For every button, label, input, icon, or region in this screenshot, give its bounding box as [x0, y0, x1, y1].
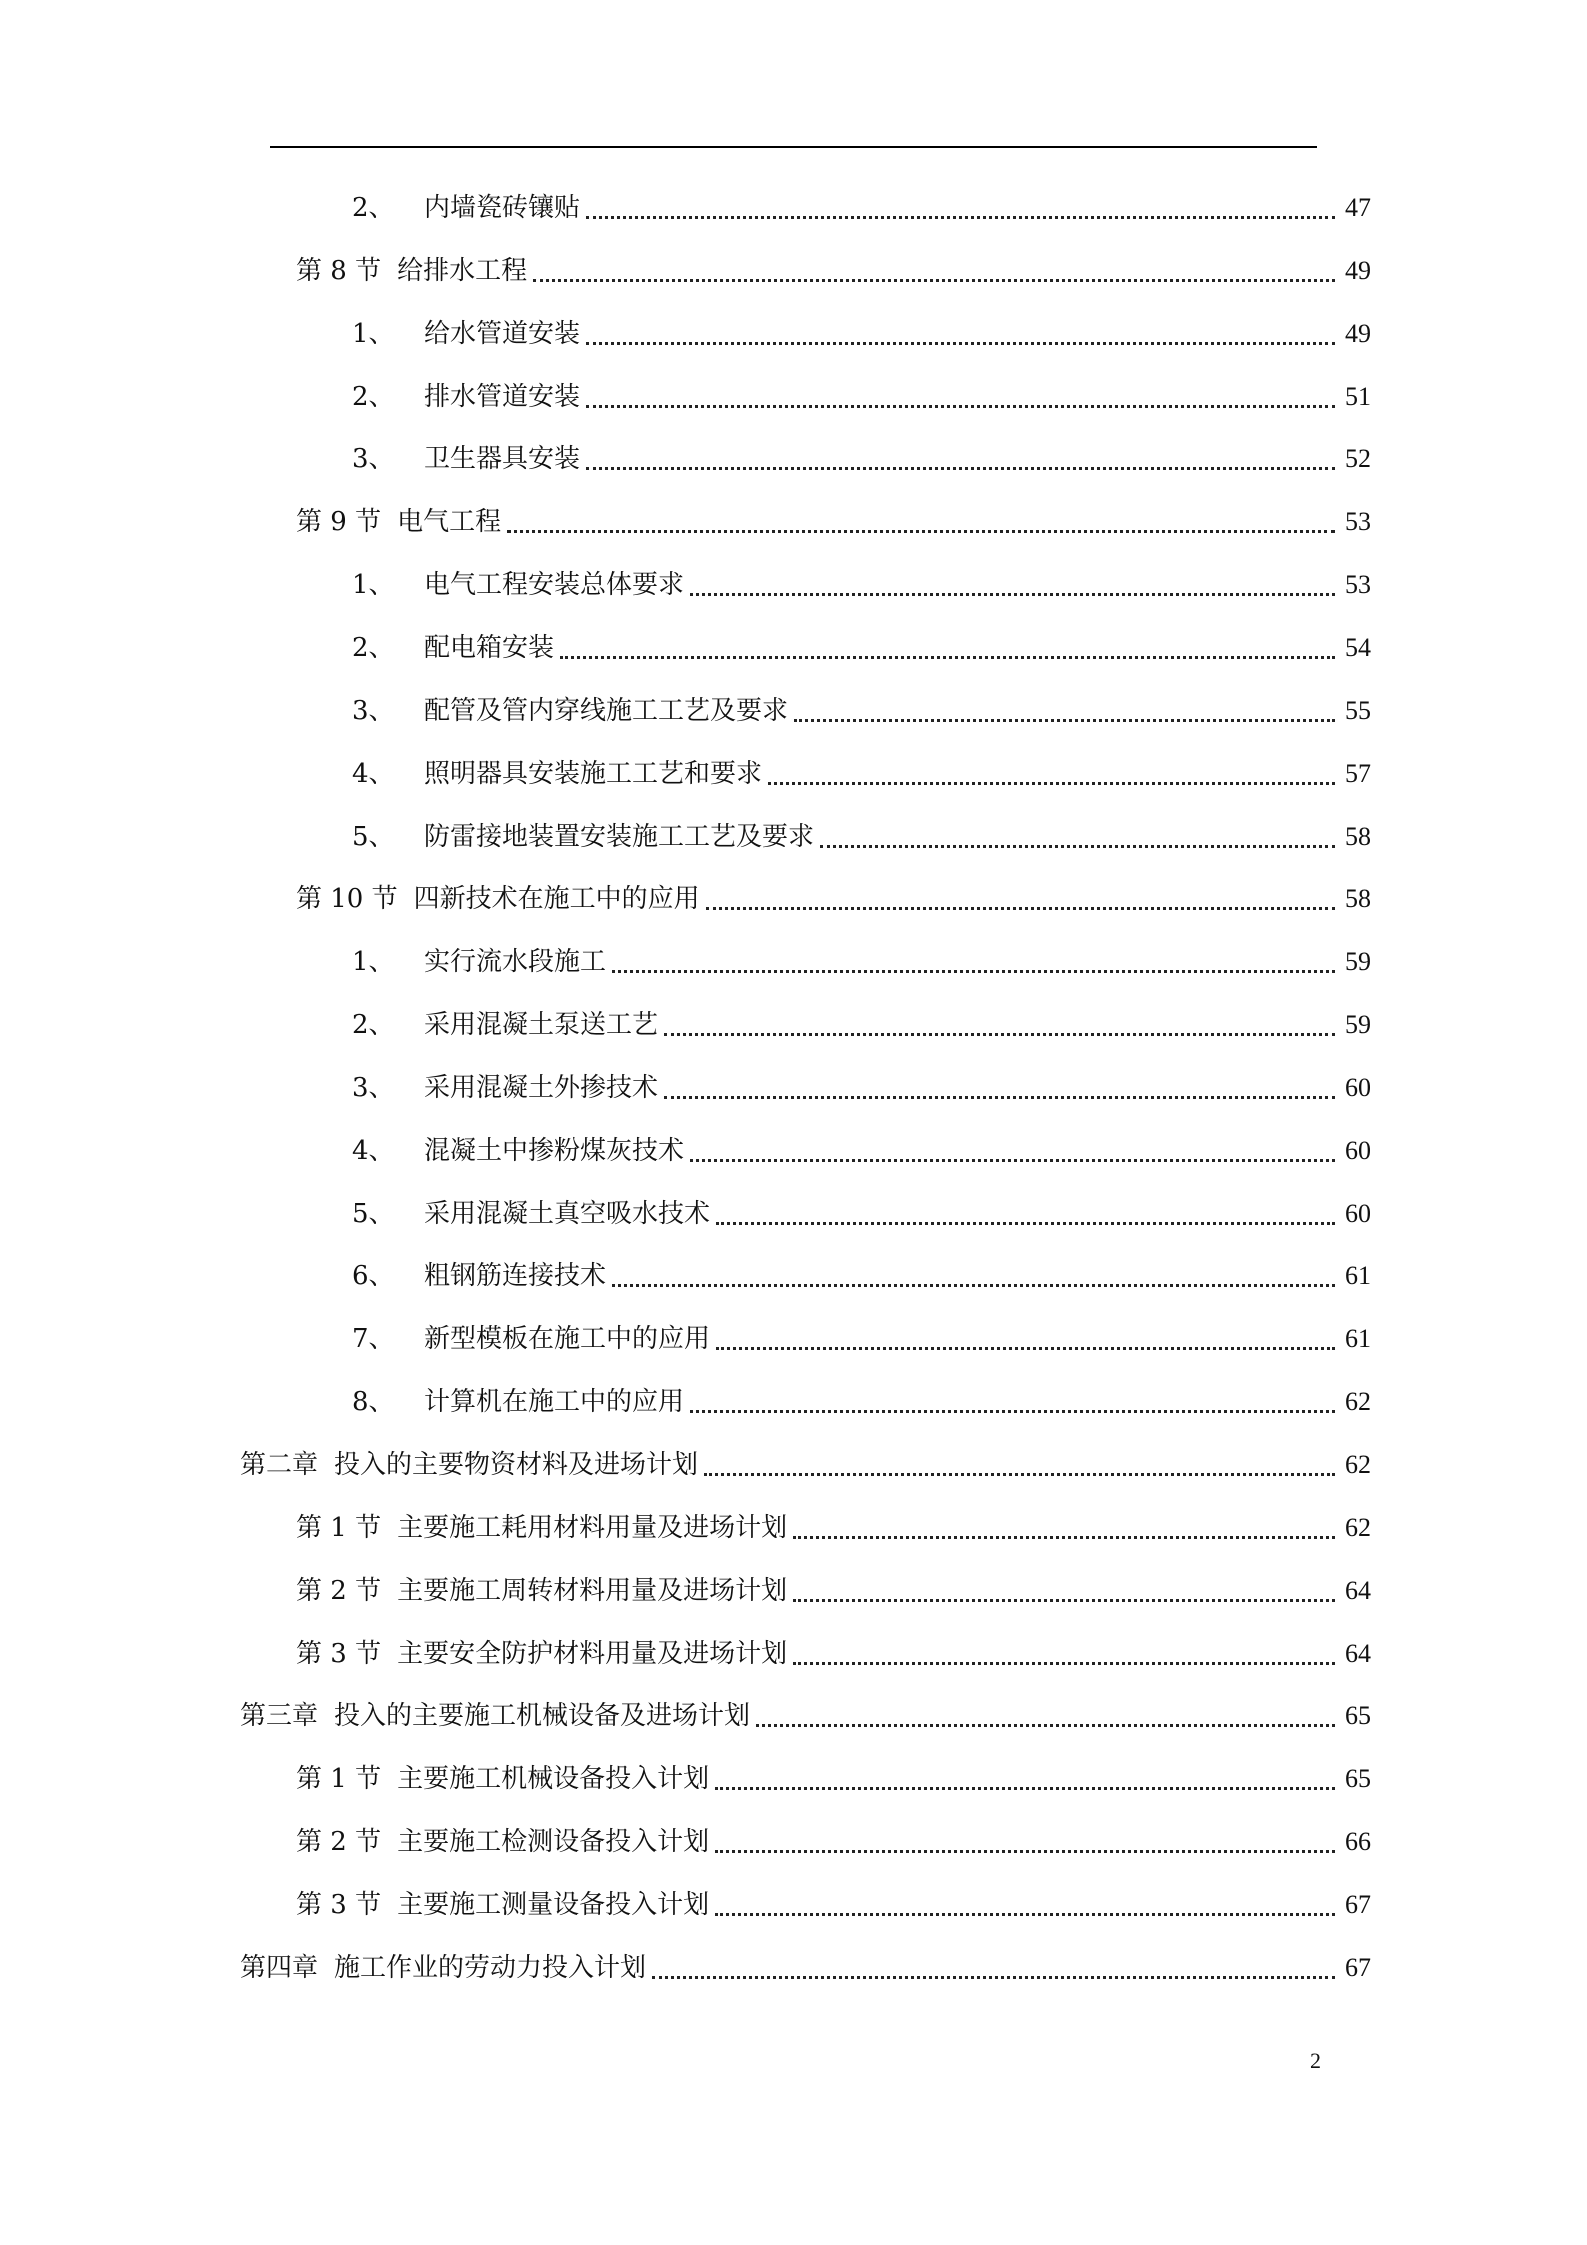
- toc-entry-title: 计算机在施工中的应用: [424, 1387, 685, 1417]
- toc-entry-number: 第四章: [240, 1953, 319, 1983]
- toc-dot-leader: [690, 1159, 1335, 1162]
- toc-entry-number: 3、: [352, 696, 395, 726]
- toc-entry-title: 采用混凝土外掺技术: [424, 1073, 659, 1103]
- toc-entry-title: 四新技术在施工中的应用: [413, 884, 700, 914]
- page-number: 2: [1310, 2048, 1321, 2073]
- toc-entry[interactable]: [296, 1822, 1371, 1862]
- toc-entry[interactable]: [296, 879, 1371, 919]
- toc-entry-number: 第 3 节: [296, 1639, 382, 1669]
- toc-dot-leader: [690, 1410, 1335, 1413]
- toc-entry-title: 主要施工耗用材料用量及进场计划: [397, 1513, 788, 1543]
- toc-entry-page: 65: [1345, 1701, 1371, 1730]
- toc-entry-number: 第 3 节: [296, 1890, 382, 1920]
- toc-entry[interactable]: [352, 1319, 1371, 1359]
- toc-entry-title: 投入的主要施工机械设备及进场计划: [334, 1701, 751, 1731]
- toc-dot-leader: [612, 1284, 1335, 1287]
- toc-entry-title: 配电箱安装: [424, 633, 555, 663]
- toc-entry-title: 粗钢筋连接技术: [424, 1261, 607, 1291]
- toc-entry-title: 实行流水段施工: [424, 947, 607, 977]
- toc-entry[interactable]: [352, 1068, 1371, 1108]
- toc-entry-number: 3、: [352, 444, 395, 474]
- toc-entry-number: 4、: [352, 759, 395, 789]
- toc-entry-title: 内墙瓷砖镶贴: [424, 193, 581, 223]
- toc-entry[interactable]: [352, 1256, 1371, 1296]
- header-rule: [270, 146, 1317, 148]
- toc-dot-leader: [533, 279, 1335, 282]
- toc-entry-page: 61: [1345, 1324, 1371, 1353]
- toc-entry-page: 67: [1345, 1953, 1371, 1982]
- toc-dot-leader: [793, 1599, 1335, 1602]
- toc-entry-title: 采用混凝土泵送工艺: [424, 1010, 659, 1040]
- toc-entry[interactable]: [352, 628, 1371, 668]
- toc-entry[interactable]: [352, 1131, 1371, 1171]
- toc-entry[interactable]: [296, 1508, 1371, 1548]
- toc-entry-number: 第三章: [240, 1701, 319, 1731]
- toc-entry[interactable]: [296, 1634, 1371, 1674]
- toc-entry-title: 主要施工测量设备投入计划: [397, 1890, 710, 1920]
- toc-dot-leader: [612, 970, 1335, 973]
- toc-entry-number: 4、: [352, 1136, 395, 1166]
- toc-entry-number: 8、: [352, 1387, 395, 1417]
- toc-entry-page: 59: [1345, 1010, 1371, 1039]
- toc-entry-page: 60: [1345, 1136, 1371, 1165]
- toc-entry-number: 2、: [352, 633, 395, 663]
- toc-dot-leader: [715, 1913, 1335, 1916]
- toc-entry[interactable]: [296, 1571, 1371, 1611]
- toc-entry-title: 排水管道安装: [424, 382, 581, 412]
- toc-dot-leader: [704, 1473, 1335, 1476]
- toc-dot-leader: [768, 782, 1335, 785]
- toc-entry-page: 55: [1345, 696, 1371, 725]
- toc-entry[interactable]: [352, 754, 1371, 794]
- toc-dot-leader: [820, 845, 1335, 848]
- toc-entry[interactable]: [240, 1696, 1371, 1736]
- toc-entry-title: 采用混凝土真空吸水技术: [424, 1199, 711, 1229]
- toc-entry-title: 电气工程: [397, 507, 502, 537]
- toc-entry-page: 60: [1345, 1199, 1371, 1228]
- toc-entry-number: 1、: [352, 319, 395, 349]
- toc-entry[interactable]: [296, 1759, 1371, 1799]
- toc-entry-title: 防雷接地装置安装施工工艺及要求: [424, 822, 815, 852]
- toc-entry-number: 第 2 节: [296, 1576, 382, 1606]
- toc-dot-leader: [664, 1096, 1335, 1099]
- toc-dot-leader: [715, 1787, 1335, 1790]
- toc-entry-number: 第 2 节: [296, 1827, 382, 1857]
- toc-entry[interactable]: [352, 314, 1371, 354]
- toc-entry[interactable]: [352, 565, 1371, 605]
- toc-entry-title: 给排水工程: [397, 256, 528, 286]
- toc-entry[interactable]: [296, 251, 1371, 291]
- toc-entry-title: 新型模板在施工中的应用: [424, 1324, 711, 1354]
- toc-dot-leader: [706, 907, 1335, 910]
- toc-entry-number: 第 1 节: [296, 1764, 382, 1794]
- toc-dot-leader: [652, 1976, 1335, 1979]
- toc-entry-page: 47: [1345, 193, 1371, 222]
- toc-entry-number: 第二章: [240, 1450, 319, 1480]
- toc-entry-page: 58: [1345, 884, 1371, 913]
- toc-entry-page: 67: [1345, 1890, 1371, 1919]
- toc-entry[interactable]: [240, 1445, 1371, 1485]
- toc-entry-number: 第 10 节: [296, 884, 398, 914]
- toc-entry[interactable]: [352, 691, 1371, 731]
- toc-dot-leader: [793, 1662, 1335, 1665]
- toc-entry-number: 1、: [352, 570, 395, 600]
- toc-entry-page: 61: [1345, 1261, 1371, 1290]
- toc-entry-page: 53: [1345, 507, 1371, 536]
- toc-dot-leader: [560, 656, 1335, 659]
- toc-entry[interactable]: [352, 817, 1371, 857]
- toc-entry-page: 62: [1345, 1450, 1371, 1479]
- toc-entry-page: 60: [1345, 1073, 1371, 1102]
- toc-entry-title: 给水管道安装: [424, 319, 581, 349]
- toc-entry-page: 62: [1345, 1387, 1371, 1416]
- toc-dot-leader: [793, 1536, 1335, 1539]
- toc-dot-leader: [794, 719, 1335, 722]
- toc-entry-page: 49: [1345, 256, 1371, 285]
- toc-dot-leader: [716, 1222, 1335, 1225]
- toc-entry[interactable]: [352, 1194, 1371, 1234]
- toc-entry[interactable]: [352, 1005, 1371, 1045]
- toc-entry-page: 64: [1345, 1576, 1371, 1605]
- toc-entry[interactable]: [296, 1885, 1371, 1925]
- toc-entry-number: 5、: [352, 1199, 395, 1229]
- toc-entry-title: 主要施工检测设备投入计划: [397, 1827, 710, 1857]
- toc-entry-page: 53: [1345, 570, 1371, 599]
- toc-entry-page: 59: [1345, 947, 1371, 976]
- toc-entry-title: 主要施工机械设备投入计划: [397, 1764, 710, 1794]
- toc-entry-number: 第 9 节: [296, 507, 382, 537]
- toc-entry-number: 2、: [352, 382, 395, 412]
- toc-dot-leader: [586, 467, 1335, 470]
- toc-entry[interactable]: [352, 439, 1371, 479]
- toc-entry-page: 58: [1345, 822, 1371, 851]
- toc-dot-leader: [756, 1724, 1335, 1727]
- toc-entry-number: 6、: [352, 1261, 395, 1291]
- toc-dot-leader: [586, 405, 1335, 408]
- toc-entry-page: 66: [1345, 1827, 1371, 1856]
- toc-entry[interactable]: [240, 1948, 1371, 1988]
- toc-entry-title: 投入的主要物资材料及进场计划: [334, 1450, 699, 1480]
- toc-entry-number: 5、: [352, 822, 395, 852]
- toc-dot-leader: [507, 530, 1335, 533]
- toc-dot-leader: [715, 1850, 1335, 1853]
- toc-entry-page: 57: [1345, 759, 1371, 788]
- toc-entry[interactable]: [352, 942, 1371, 982]
- toc-entry[interactable]: [352, 377, 1371, 417]
- toc-entry-number: 2、: [352, 193, 395, 223]
- toc-entry-page: 49: [1345, 319, 1371, 348]
- toc-entry-title: 施工作业的劳动力投入计划: [334, 1953, 647, 1983]
- toc-entry-number: 3、: [352, 1073, 395, 1103]
- toc-entry-page: 65: [1345, 1764, 1371, 1793]
- toc-entry-page: 51: [1345, 382, 1371, 411]
- toc-entry-number: 2、: [352, 1010, 395, 1040]
- toc-entry-title: 照明器具安装施工工艺和要求: [424, 759, 763, 789]
- toc-entry-number: 1、: [352, 947, 395, 977]
- toc-dot-leader: [586, 216, 1335, 219]
- toc-dot-leader: [716, 1347, 1335, 1350]
- toc-entry-title: 主要施工周转材料用量及进场计划: [397, 1576, 788, 1606]
- toc-entry-number: 第 1 节: [296, 1513, 382, 1543]
- toc-dot-leader: [664, 1033, 1335, 1036]
- toc-dot-leader: [690, 593, 1335, 596]
- toc-entry[interactable]: [352, 1382, 1371, 1422]
- toc-entry[interactable]: [352, 188, 1371, 228]
- toc-dot-leader: [586, 342, 1335, 345]
- toc-entry-title: 卫生器具安装: [424, 444, 581, 474]
- toc-entry[interactable]: [296, 502, 1371, 542]
- toc-entry-page: 62: [1345, 1513, 1371, 1542]
- toc-entry-page: 64: [1345, 1639, 1371, 1668]
- toc-entry-page: 54: [1345, 633, 1371, 662]
- toc-entry-number: 7、: [352, 1324, 395, 1354]
- toc-entry-title: 混凝土中掺粉煤灰技术: [424, 1136, 685, 1166]
- toc-entry-title: 主要安全防护材料用量及进场计划: [397, 1639, 788, 1669]
- toc-entry-title: 电气工程安装总体要求: [424, 570, 685, 600]
- toc-entry-title: 配管及管内穿线施工工艺及要求: [424, 696, 789, 726]
- toc-entry-number: 第 8 节: [296, 256, 382, 286]
- toc-entry-page: 52: [1345, 444, 1371, 473]
